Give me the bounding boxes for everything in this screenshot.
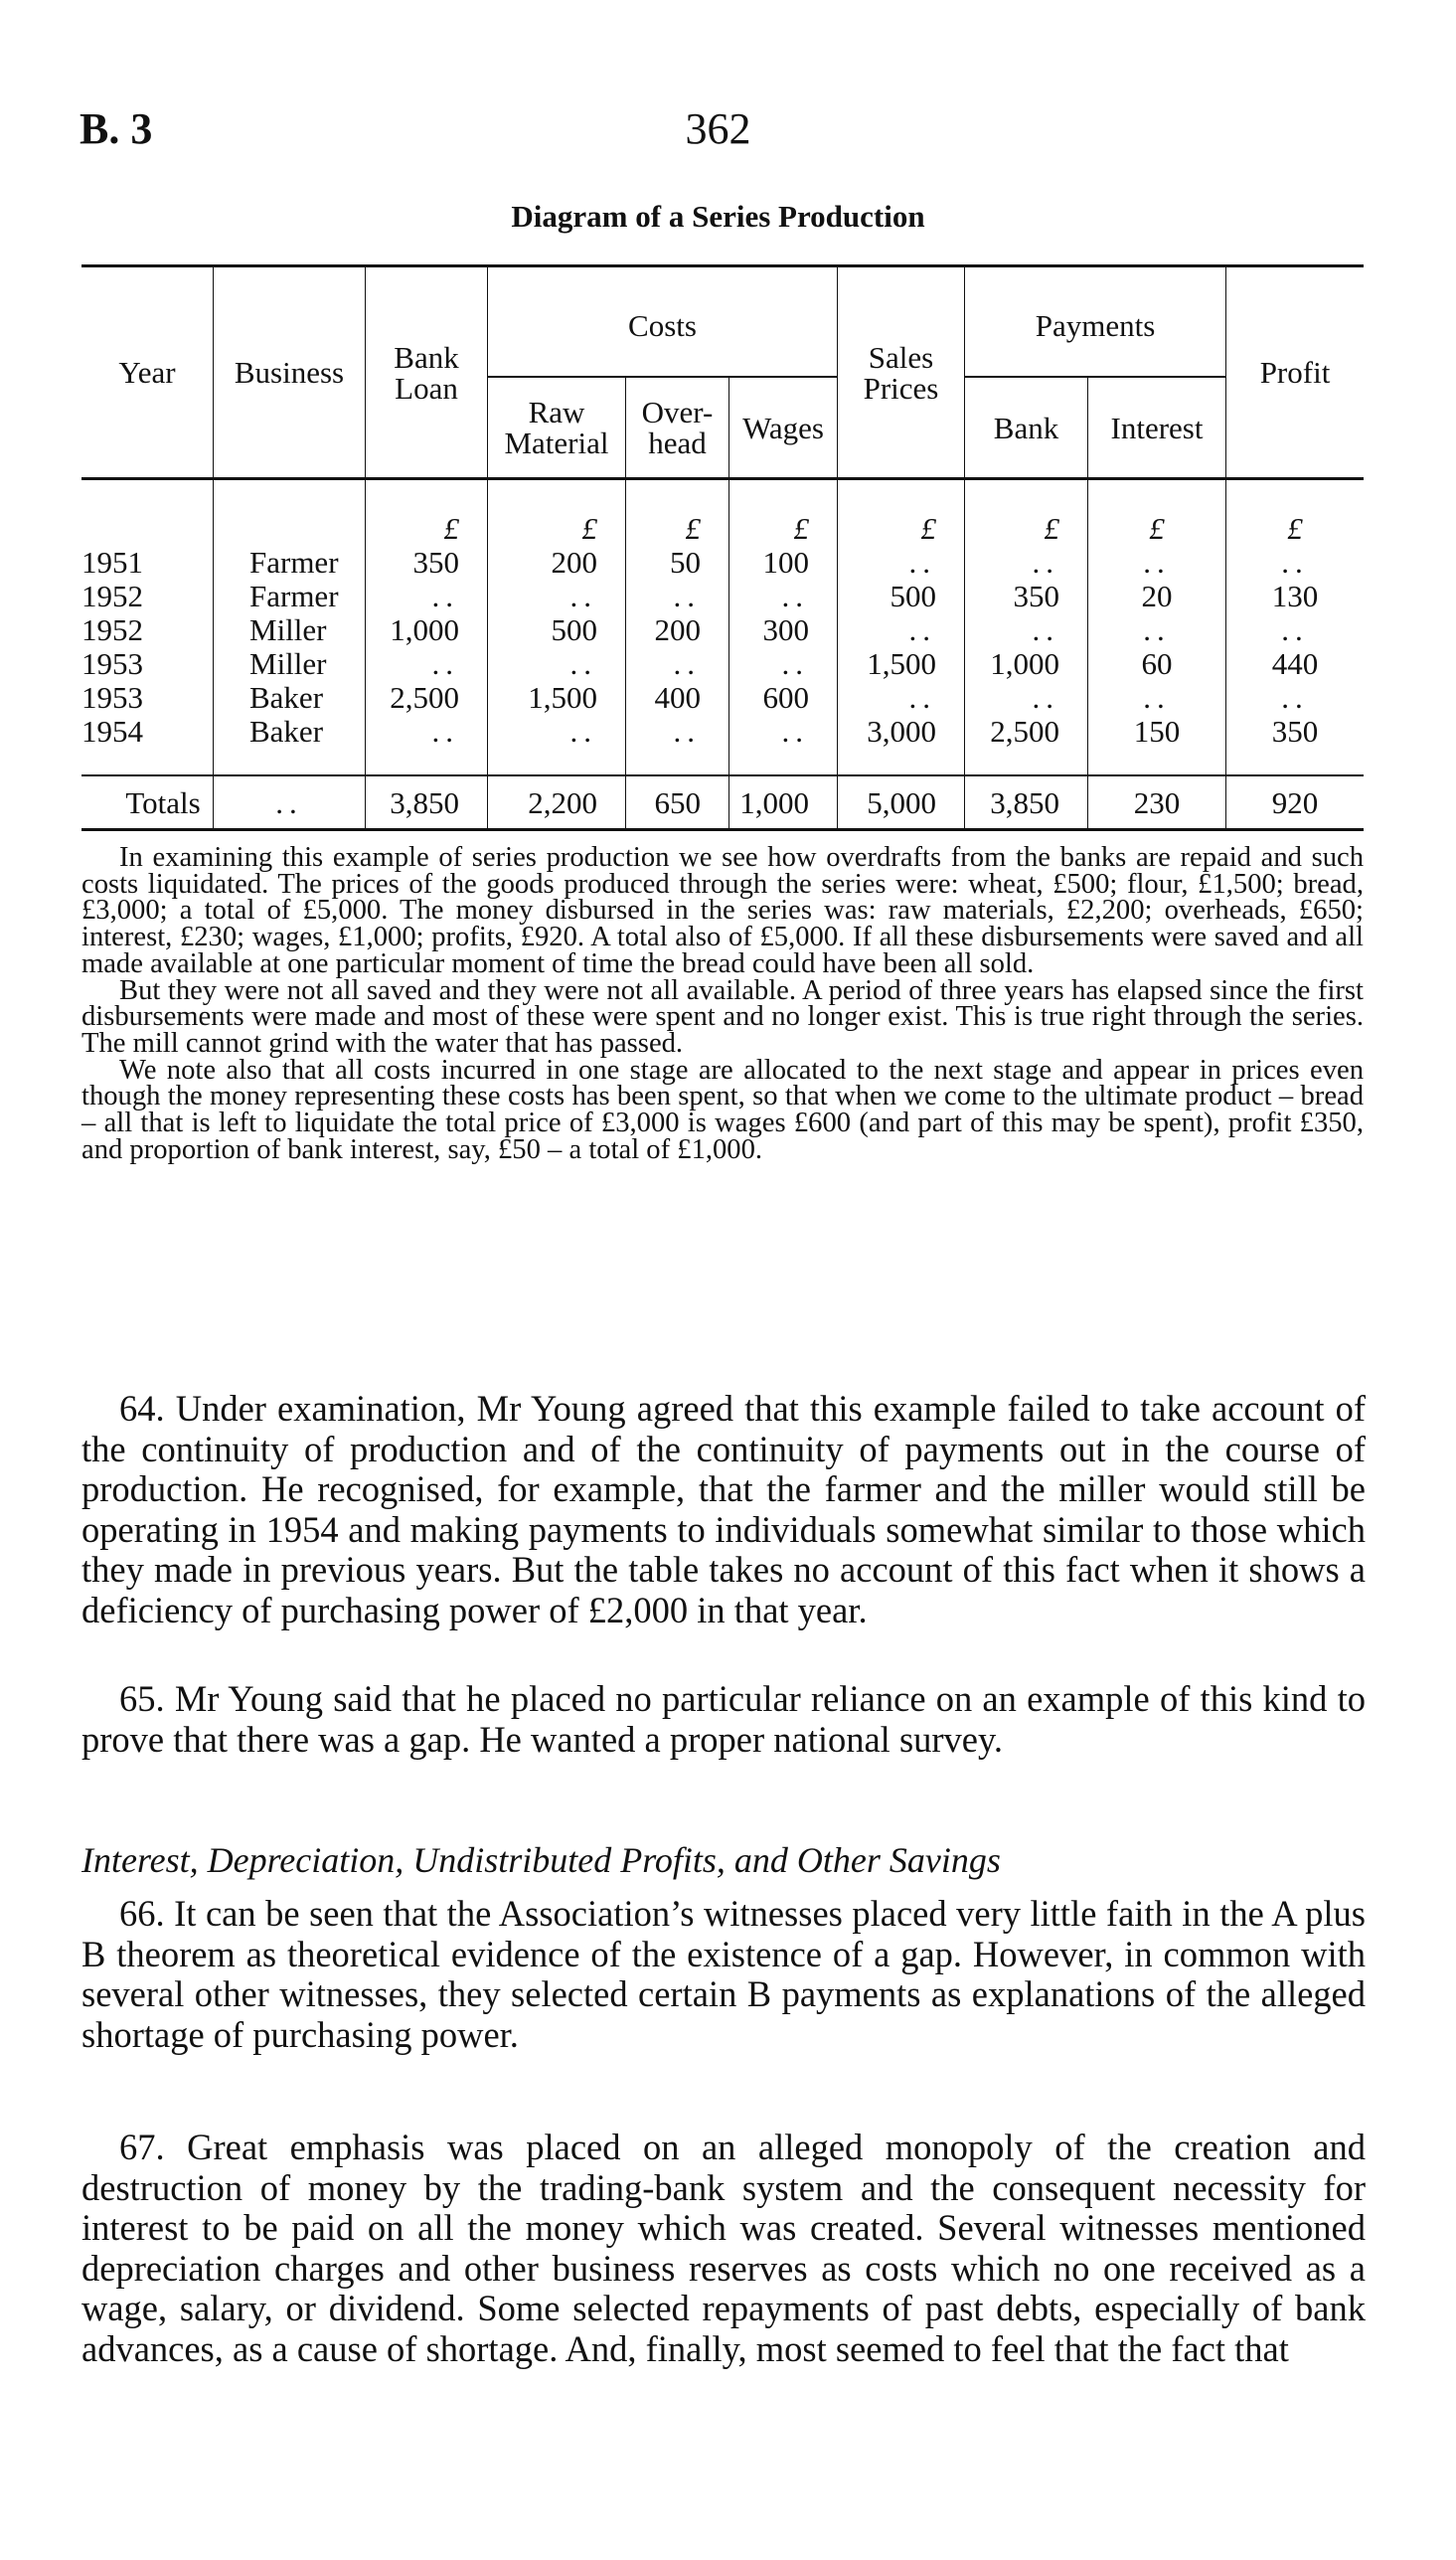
currency-cell: £ [838,479,965,545]
cell-bank: 1,000 [965,645,1088,679]
currency-cell: £ [965,479,1088,545]
header-bank-loan [366,266,488,479]
totals-business: .. [214,775,366,830]
totals-wages: 1,000 [729,775,838,830]
cell-sales-prices: .. [838,679,965,713]
cell-bank-loan: 1,000 [366,611,488,645]
cell-business: Baker [214,713,366,775]
header-bank-loan-line2: Loan [395,370,458,406]
cell-profit: .. [1281,680,1309,715]
cell-overhead: 200 [626,611,729,645]
header-raw-material [488,377,626,479]
header-raw-material-line1: Raw [528,395,585,429]
cell-sales-prices: 3,000 [838,713,965,775]
totals-overhead: 650 [626,775,729,830]
currency-cell: £ [729,479,838,545]
cell-interest: .. [1088,544,1226,578]
cell-profit: 440 [1271,646,1319,681]
cell-bank: 2,500 [965,713,1088,775]
header-sales-prices [838,266,965,479]
cell-bank-loan: .. [366,645,488,679]
cell-bank-loan: .. [366,578,488,611]
cell-overhead: .. [626,645,729,679]
cell-overhead: .. [626,578,729,611]
cell-raw-material: 200 [488,544,626,578]
currency-cell: £ [366,479,488,545]
totals-row [81,775,1364,830]
currency-cell: £ [488,479,626,545]
cell-interest: 20 [1088,578,1226,611]
cell-bank-loan: 350 [366,544,488,578]
cell-raw-material: 1,500 [488,679,626,713]
totals-bank: 3,850 [965,775,1088,830]
paragraph-65-text: 65. Mr Young said that he placed no particular reliance on an example of this kind to prove that there was a gap. He wanted a proper national survey. [81,1678,1366,1760]
header-business: Business [214,266,366,479]
series-production-table [81,264,1364,831]
cell-year: 1951 [81,544,214,578]
cell-year: 1952 [81,611,214,645]
cell-bank: .. [965,679,1088,713]
header-sales-prices-line2: Prices [863,370,939,406]
table-row [81,645,1364,679]
cell-year: 1952 [81,578,214,611]
cell-profit: 130 [1271,579,1319,613]
paragraph-66-text: 66. It can be seen that the Association’s witnesses placed very little faith in the A plus B theorem as theoretical evidence of the existence of a gap. However, in common with several other witnesses, they selected certain B payments as explanations of the alleged shortage of purchasing power. [81,1893,1366,2055]
totals-sales-prices: 5,000 [838,775,965,830]
cell-business: Farmer [214,578,366,611]
cell-overhead: .. [626,713,729,775]
header-payments-group: Payments [965,266,1226,378]
cell-year: 1953 [81,679,214,713]
table-body [81,479,1364,776]
cell-business: Baker [214,679,366,713]
header-wages: Wages [729,377,838,479]
paragraph-65 [81,1679,1366,1760]
currency-cell: £ [1287,511,1303,546]
header-overhead [626,377,729,479]
cell-wages: .. [729,645,838,679]
cell-bank: .. [965,544,1088,578]
totals-body [81,775,1364,830]
section-label: B. 3 [80,104,153,153]
cell-profit: .. [1281,545,1309,580]
cell-raw-material: 500 [488,611,626,645]
header-overhead-line2: head [648,426,707,460]
header-year: Year [81,266,214,479]
cell-wages: 300 [729,611,838,645]
header-bank: Bank [965,377,1088,479]
cell-sales-prices: .. [838,611,965,645]
table-row [81,713,1364,775]
cell-raw-material: .. [488,713,626,775]
table-row [81,611,1364,645]
cell-business: Farmer [214,544,366,578]
cell-sales-prices: 1,500 [838,645,965,679]
header-interest: Interest [1088,377,1226,479]
header-bank-loan-line1: Bank [394,339,459,375]
table-title: Diagram of a Series Production [511,199,925,234]
cell-wages: .. [729,713,838,775]
cell-interest: 150 [1088,713,1226,775]
series-production-table-wrap [81,264,1364,831]
totals-interest: 230 [1088,775,1226,830]
note-paragraph: In examining this example of series production we see how overdrafts from the banks are repaid and such costs liquidated. The prices of the goods produced through the series were: wheat, £500; flour, £1,500; bread, £3,000; a total of £5,000. The money disbursed in the series was: raw materials, £2,200; overheads, £650; interest, £230; wages, £1,000; profits, £920. A total also of £5,000. If all these disbursements were saved and all made available at one particular moment of time the bread could have been all sold. [81,842,1364,979]
table-row [81,578,1364,611]
table-notes [81,842,1364,1165]
cell-bank: 350 [965,578,1088,611]
page-number-wrap [0,103,1456,154]
note-paragraph: We note also that all costs incurred in one stage are allocated to the next stage and appear in prices even though the money representing these costs has been spent, so that when we come to the ultimate product – bread – all that is left to liquidate the total price of £3,000 is wages £600 (and part of this may be spent), profit £350, and proportion of bank interest, say, £50 – a total of £1,000. [81,1054,1364,1165]
header-overhead-line1: Over- [641,395,714,429]
cell-overhead: 50 [626,544,729,578]
header-costs-group: Costs [488,266,838,378]
cell-sales-prices: 500 [838,578,965,611]
cell-bank: .. [965,611,1088,645]
cell-business: Miller [214,645,366,679]
paragraph-66 [81,1894,1366,2055]
cell-business: Miller [214,611,366,645]
note-paragraph: But they were not all saved and they were not all available. A period of three years has elapsed since the first disbursements were made and most of these were spent and no longer exist. This is true right through the series. The mill cannot grind with the water that has passed. [81,974,1364,1059]
table-row [81,544,1364,578]
paragraph-67 [81,2128,1366,2370]
cell-overhead: 400 [626,679,729,713]
cell-interest: 60 [1088,645,1226,679]
paragraph-64 [81,1389,1366,1631]
cell-raw-material: .. [488,645,626,679]
header-sales-prices-line1: Sales [868,339,934,375]
cell-bank-loan: 2,500 [366,679,488,713]
currency-cell: £ [626,479,729,545]
page-number: 362 [685,104,751,153]
header-raw-material-line2: Material [504,426,609,460]
header-profit: Profit [1259,355,1331,390]
cell-year: 1953 [81,645,214,679]
paragraph-64-text: 64. Under examination, Mr Young agreed that this example failed to take account of the continuity of production and of the continuity of payments out in the course of production. He recognised, for example, that the farmer and the miller would still be operating in 1954 and making payments to individuals somewhat similar to those which they made in previous years. But the table takes no account of this fact when it shows a deficiency of purchasing power of £2,000 in that year. [81,1388,1366,1630]
cell-profit: 350 [1271,714,1319,749]
totals-profit: 920 [1226,775,1365,830]
currency-cell: £ [1088,479,1226,545]
cell-wages: 600 [729,679,838,713]
cell-wages: .. [729,578,838,611]
table-row [81,679,1364,713]
totals-bank-loan: 3,850 [366,775,488,830]
paragraph-67-text: 67. Great emphasis was placed on an alleged monopoly of the creation and destruction of money by the trading-bank system and the consequent necessity for interest to be paid on all the money which was created. Several witnesses mentioned depreciation charges and other business reserves as costs which no one received as a wage, salary, or dividend. Some selected repayments of past debts, especially of bank advances, as a cause of shortage. And, finally, most seemed to feel that the fact that [81,2127,1366,2369]
cell-wages: 100 [729,544,838,578]
cell-interest: .. [1088,679,1226,713]
cell-raw-material: .. [488,578,626,611]
cell-year: 1954 [81,713,214,775]
cell-profit: .. [1281,612,1309,647]
totals-label: Totals [81,775,214,830]
totals-raw-material: 2,200 [488,775,626,830]
currency-cell-business [214,479,366,545]
currency-row [81,479,1364,545]
currency-cell-year [81,479,214,545]
cell-interest: .. [1088,611,1226,645]
cell-bank-loan: .. [366,713,488,775]
cell-sales-prices: .. [838,544,965,578]
section-heading: Interest, Depreciation, Undistributed Profits, and Other Savings [81,1840,1001,1880]
